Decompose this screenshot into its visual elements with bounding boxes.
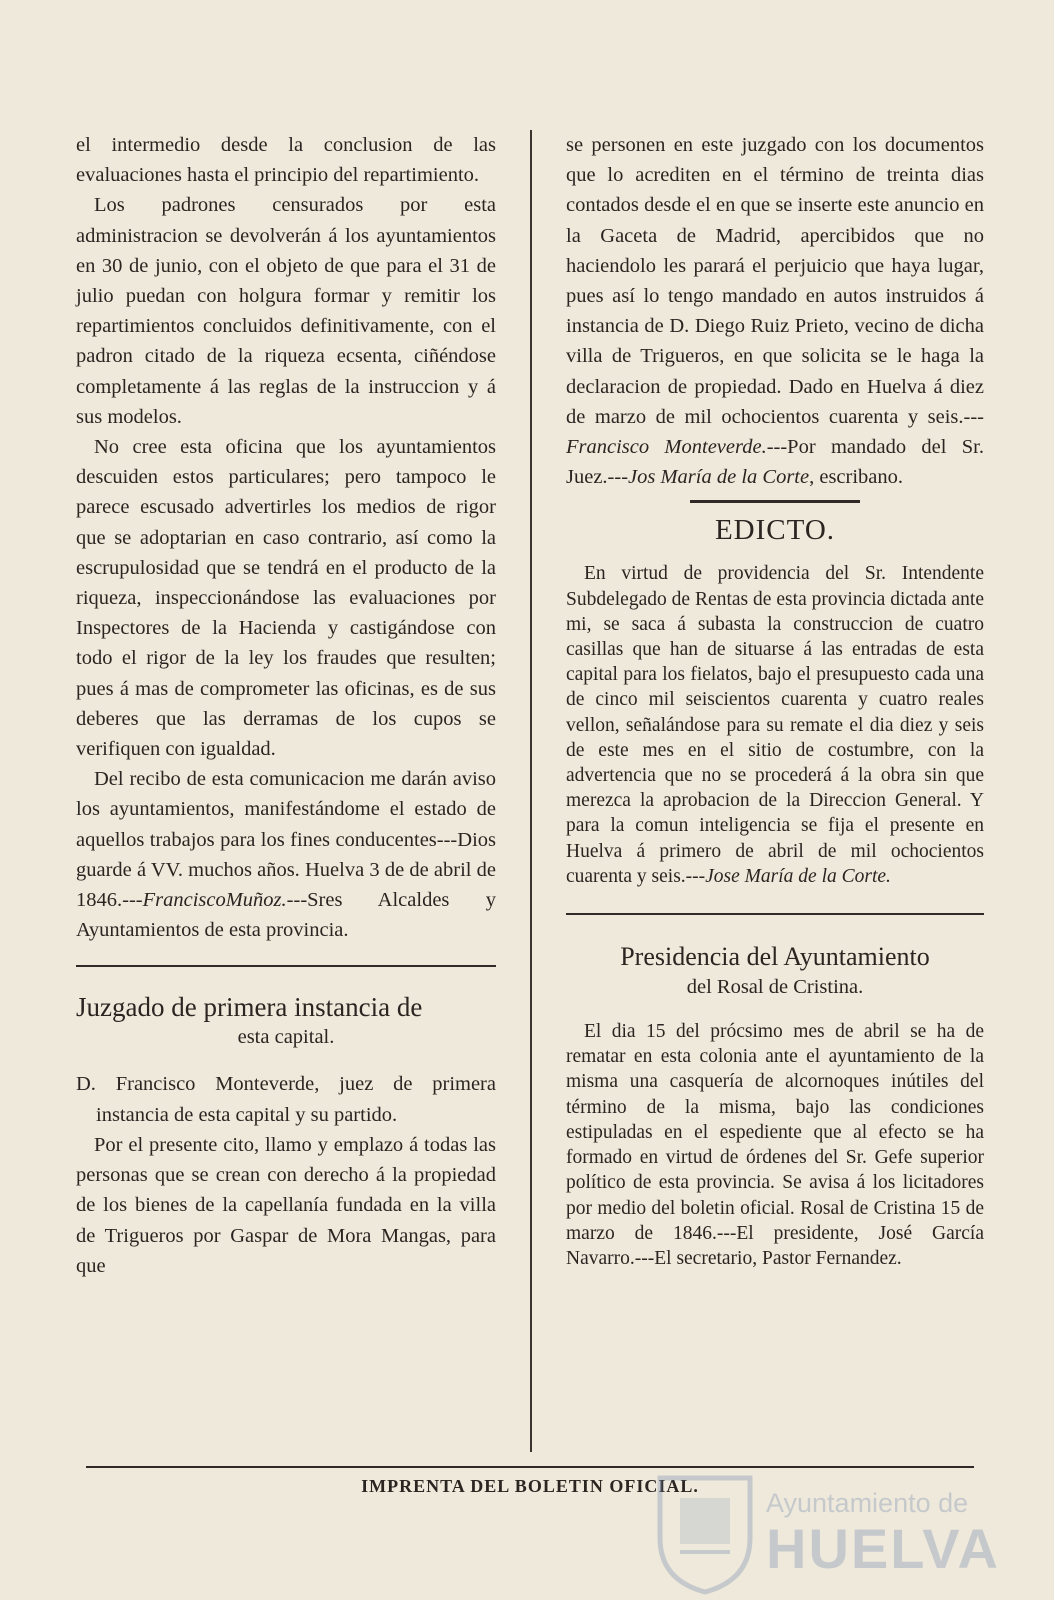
recibo-text: Del recibo de esta comunicacion me darán aviso los ayuntamientos, manifestándome el estado de aquellos trabajos para los fines conducentes---Dios guarde á VV. muchos años. Huelva 3 de de abril de 1846.---	[76, 768, 496, 912]
edicto-text: En virtud de providencia del Sr. Intendente Subdelegado de Rentas de esta provincia dictada ante mi, se saca á subasta la construccion de cuatro casillas que han de situarse á las entradas de esta capital para los fielatos, bajo el presupuesto cada una de cinco mil seiscientos cuarenta y cuatro reales vellon, señalándose para su remate el dia diez y seis de este mes en el sitio de costumbre, con la advertencia que no se procederá á la obra sin que merezca la aprobacion de la Direccion General. Y para la comun inteligencia se fija el presente en Huelva á primero de abril de mil ochocientos cuarenta y seis.---	[566, 563, 984, 887]
watermark-line2: HUELVA	[766, 1517, 1000, 1580]
juzgado-cont-a: se personen en este juzgado con los documentos que lo acrediten en el término de treinta dias contados desde el en que se inserte este anuncio en la Gaceta de Madrid, apercibidos que no haciendolo les parará el perjuicio que haya lugar, pues así lo tengo mandado en autos instruidos á instancia de D. Diego Ruiz Prieto, vecino de dicha villa de Trigueros, en que solicita se le haga la declaracion de propiedad. Dado en Huelva á diez de marzo de mil ochocientos cuarenta y seis.---	[566, 134, 984, 428]
presidencia-title: Presidencia del Ayuntamiento	[620, 942, 930, 972]
juzgado-cont-b: ---Por mandado del Sr. Juez.---	[566, 436, 984, 489]
edicto-signature: Jose María de la Corte.	[705, 865, 891, 887]
signature-corte: Jos María de la Corte	[628, 466, 810, 489]
edicto-title: EDICTO.	[714, 514, 836, 547]
paragraph-intermedio: el intermedio desde la conclusion de las evaluaciones hasta el principio del repartimiento.	[76, 134, 496, 187]
signature-munoz: FranciscoMuñoz.	[142, 889, 287, 912]
right-column	[566, 130, 984, 1460]
column-divider	[530, 130, 532, 1452]
juzgado-title: Juzgado de primera instancia de	[76, 992, 423, 1023]
juzgado-paragraph: Por el presente cito, llamo y emplazo á todas las personas que se crean con derecho á la propiedad de los bienes de la capellanía fundada en la villa de Trigueros por Gaspar de Mora Mangas, para que	[76, 1133, 496, 1277]
edicto-paragraph	[566, 561, 984, 889]
paragraph-no-cree: No cree esta oficina que los ayuntamientos descuiden estos particulares; pero tampoco le parece escusado advertirles los medios de rigor que se adoptarian en caso contrario, así como la escrupulosidad que se tendrá en el producto de la riqueza, inspeccionándose las evaluaciones por Inspectores de la Hacienda y castigándose con todo el rigor de la ley los fraudes que resulten; pues á mas de comprometer las oficinas, es de sus deberes que las derramas de los cupos se verifiquen con igualdad.	[76, 436, 496, 761]
watermark-line1: Ayuntamiento de	[766, 1488, 969, 1518]
presidencia-subtitle: del Rosal de Cristina.	[686, 976, 864, 999]
signature-monteverde: Francisco Monteverde.	[566, 436, 767, 459]
presidencia-paragraph: El dia 15 del prócsimo mes de abril se ha de rematar en esta colonia ante el ayuntamiento de la misma una casquería de alcornoques inútiles del término de la misma, bajo las condiciones estipuladas en el espediente que al efecto se ha formado en virtud de órdenes del Sr. Gefe superior político de esta provincia. Se avisa á los licitadores por medio del boletin oficial. Rosal de Cristina 15 de marzo de 1846.---El presidente, José García Navarro.---El secretario, Pastor Fernandez.	[566, 1021, 984, 1269]
juzgado-continuation	[566, 130, 984, 492]
huelva-watermark	[650, 1468, 1000, 1596]
left-column	[76, 130, 496, 1460]
recibo-tail: ---Sres Alcaldes y Ayuntamientos de esta provincia.	[76, 889, 496, 942]
juzgado-intro: D. Francisco Monteverde, juez de primera instancia de esta capital y su partido.	[76, 1073, 496, 1126]
huelva-shield-icon	[650, 1468, 760, 1596]
section-divider-right	[566, 913, 984, 915]
juzgado-cont-c: , escribano.	[809, 466, 904, 489]
imprenta-footer: IMPRENTA DEL BOLETIN OFICIAL.	[361, 1476, 699, 1496]
section-divider	[76, 965, 496, 967]
paragraph-recibo	[76, 764, 496, 945]
short-divider	[690, 500, 860, 503]
juzgado-subtitle: esta capital.	[237, 1026, 335, 1049]
paragraph-padrones: Los padrones censurados por esta administracion se devolverán á los ayuntamientos en 30 de junio, con el objeto de que para el 31 de julio puedan con holgura formar y remitir los repartimientos concluidos definitivamente, con el padron citado de la riqueza ecsenta, ciñéndose completamente á las reglas de la instruccion y á sus modelos.	[76, 194, 496, 428]
